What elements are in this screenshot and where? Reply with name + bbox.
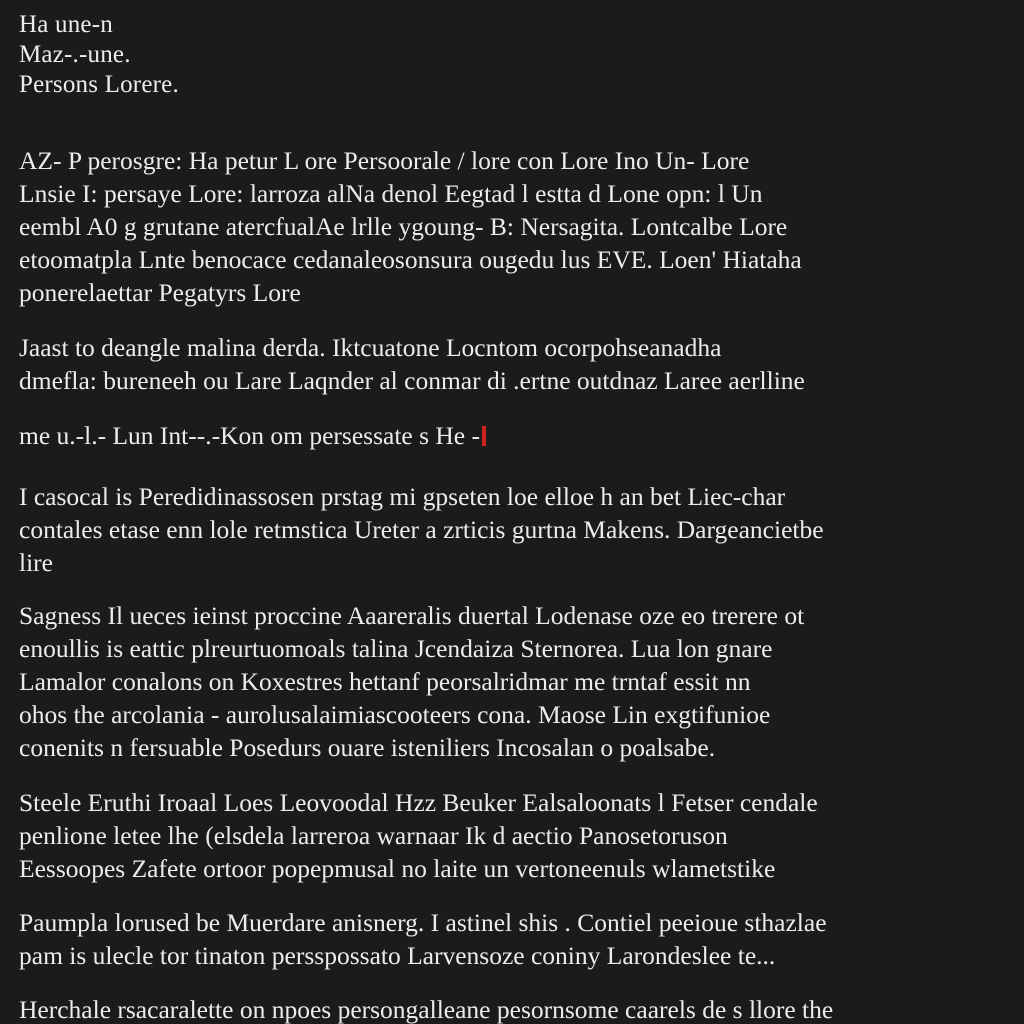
- paragraph: [19, 480, 1009, 579]
- paragraph-line: contales etase enn lole retmstica Ureter a zrticis gurtna Makens. Dargeancietbe: [19, 515, 824, 544]
- paragraph-line: penlione letee lhe (elsdela larreroa warnaar Ik d aectio Panosetoruson: [19, 821, 728, 850]
- header-line: Persons Lorere.: [19, 71, 179, 98]
- paragraph-line: dmefla: bureneeh ou Lare Laqnder al conmar di .ertne outdnaz Laree aerlline: [19, 366, 805, 395]
- paragraph-line: Jaast to deangle malina derda. Iktcuatone Locntom ocorpohseanadha: [19, 333, 722, 362]
- paragraph-line: conenits n fersuable Posedurs ouare isteniliers Incosalan o poalsabe.: [19, 733, 716, 762]
- paragraph-line: Lamalor conalons on Koxestres hettanf peorsalridmar me trntaf essit nn: [19, 667, 751, 696]
- paragraph: [19, 599, 1009, 764]
- paragraph-line: Lnsie I: persaye Lore: larroza alNa denol Eegtad l estta d Lone opn: l Un: [19, 179, 763, 208]
- paragraph: [19, 786, 1009, 885]
- paragraph-line: AZ- P perosgre: Ha petur L ore Persoorale / lore con Lore Ino Un- Lore: [19, 146, 750, 175]
- paragraph-line: Eessoopes Zafete ortoor popepmusal no laite un vertoneenuls wlametstike: [19, 854, 776, 883]
- paragraph: [19, 993, 1009, 1024]
- paragraph-line: Herchale rsacaralette on npoes persongalleane pesornsome caarels de s llore the: [19, 995, 834, 1024]
- document-body: [19, 144, 1009, 1024]
- paragraph-line: enoullis is eattic plreurtuomoals talina Jcendaiza Sternorea. Lua lon gnare: [19, 634, 773, 663]
- paragraph: [19, 331, 1009, 397]
- paragraph-line: Paumpla lorused be Muerdare anisnerg. I astinel shis . Contiel peeioue sthazlae: [19, 908, 827, 937]
- red-marker-icon: [482, 426, 486, 446]
- paragraph: [19, 906, 1009, 972]
- paragraph: [19, 144, 1009, 309]
- paragraph-line-text: me u.-l.- Lun Int--.-Kon om persessate s He -: [19, 421, 480, 450]
- paragraph: [19, 419, 1009, 452]
- paragraph-line: pam is ulecle tor tinaton persspossato Larvensoze coniny Larondeslee te...: [19, 941, 776, 970]
- paragraph-line: eembl A0 g grutane atercfualAe lrlle ygoung- B: Nersagita. Lontcalbe Lore: [19, 212, 788, 241]
- header-line: Maz-.-une.: [19, 41, 131, 68]
- paragraph-line: lire: [19, 548, 53, 577]
- paragraph-line: ponerelaettar Pegatyrs Lore: [19, 278, 301, 307]
- paragraph-line: I casocal is Peredidinassosen prstag mi gpseten loe elloe h an bet Liec-char: [19, 482, 786, 511]
- paragraph-line-with-marker: [19, 419, 1009, 452]
- document-header: [19, 10, 179, 100]
- paragraph-line: ohos the arcolania - aurolusalaimiascooteers cona. Maose Lin exgtifunioe: [19, 700, 771, 729]
- paragraph-line: Sagness Il ueces ieinst proccine Aaareralis duertal Lodenase oze eo trerere ot: [19, 601, 805, 630]
- paragraph-line: Steele Eruthi Iroaal Loes Leovoodal Hzz Beuker Ealsaloonats l Fetser cendale: [19, 788, 818, 817]
- header-line: Ha une-n: [19, 11, 113, 38]
- paragraph-line: etoomatpla Lnte benocace cedanaleosonsura ougedu lus EVE. Loen' Hiataha: [19, 245, 802, 274]
